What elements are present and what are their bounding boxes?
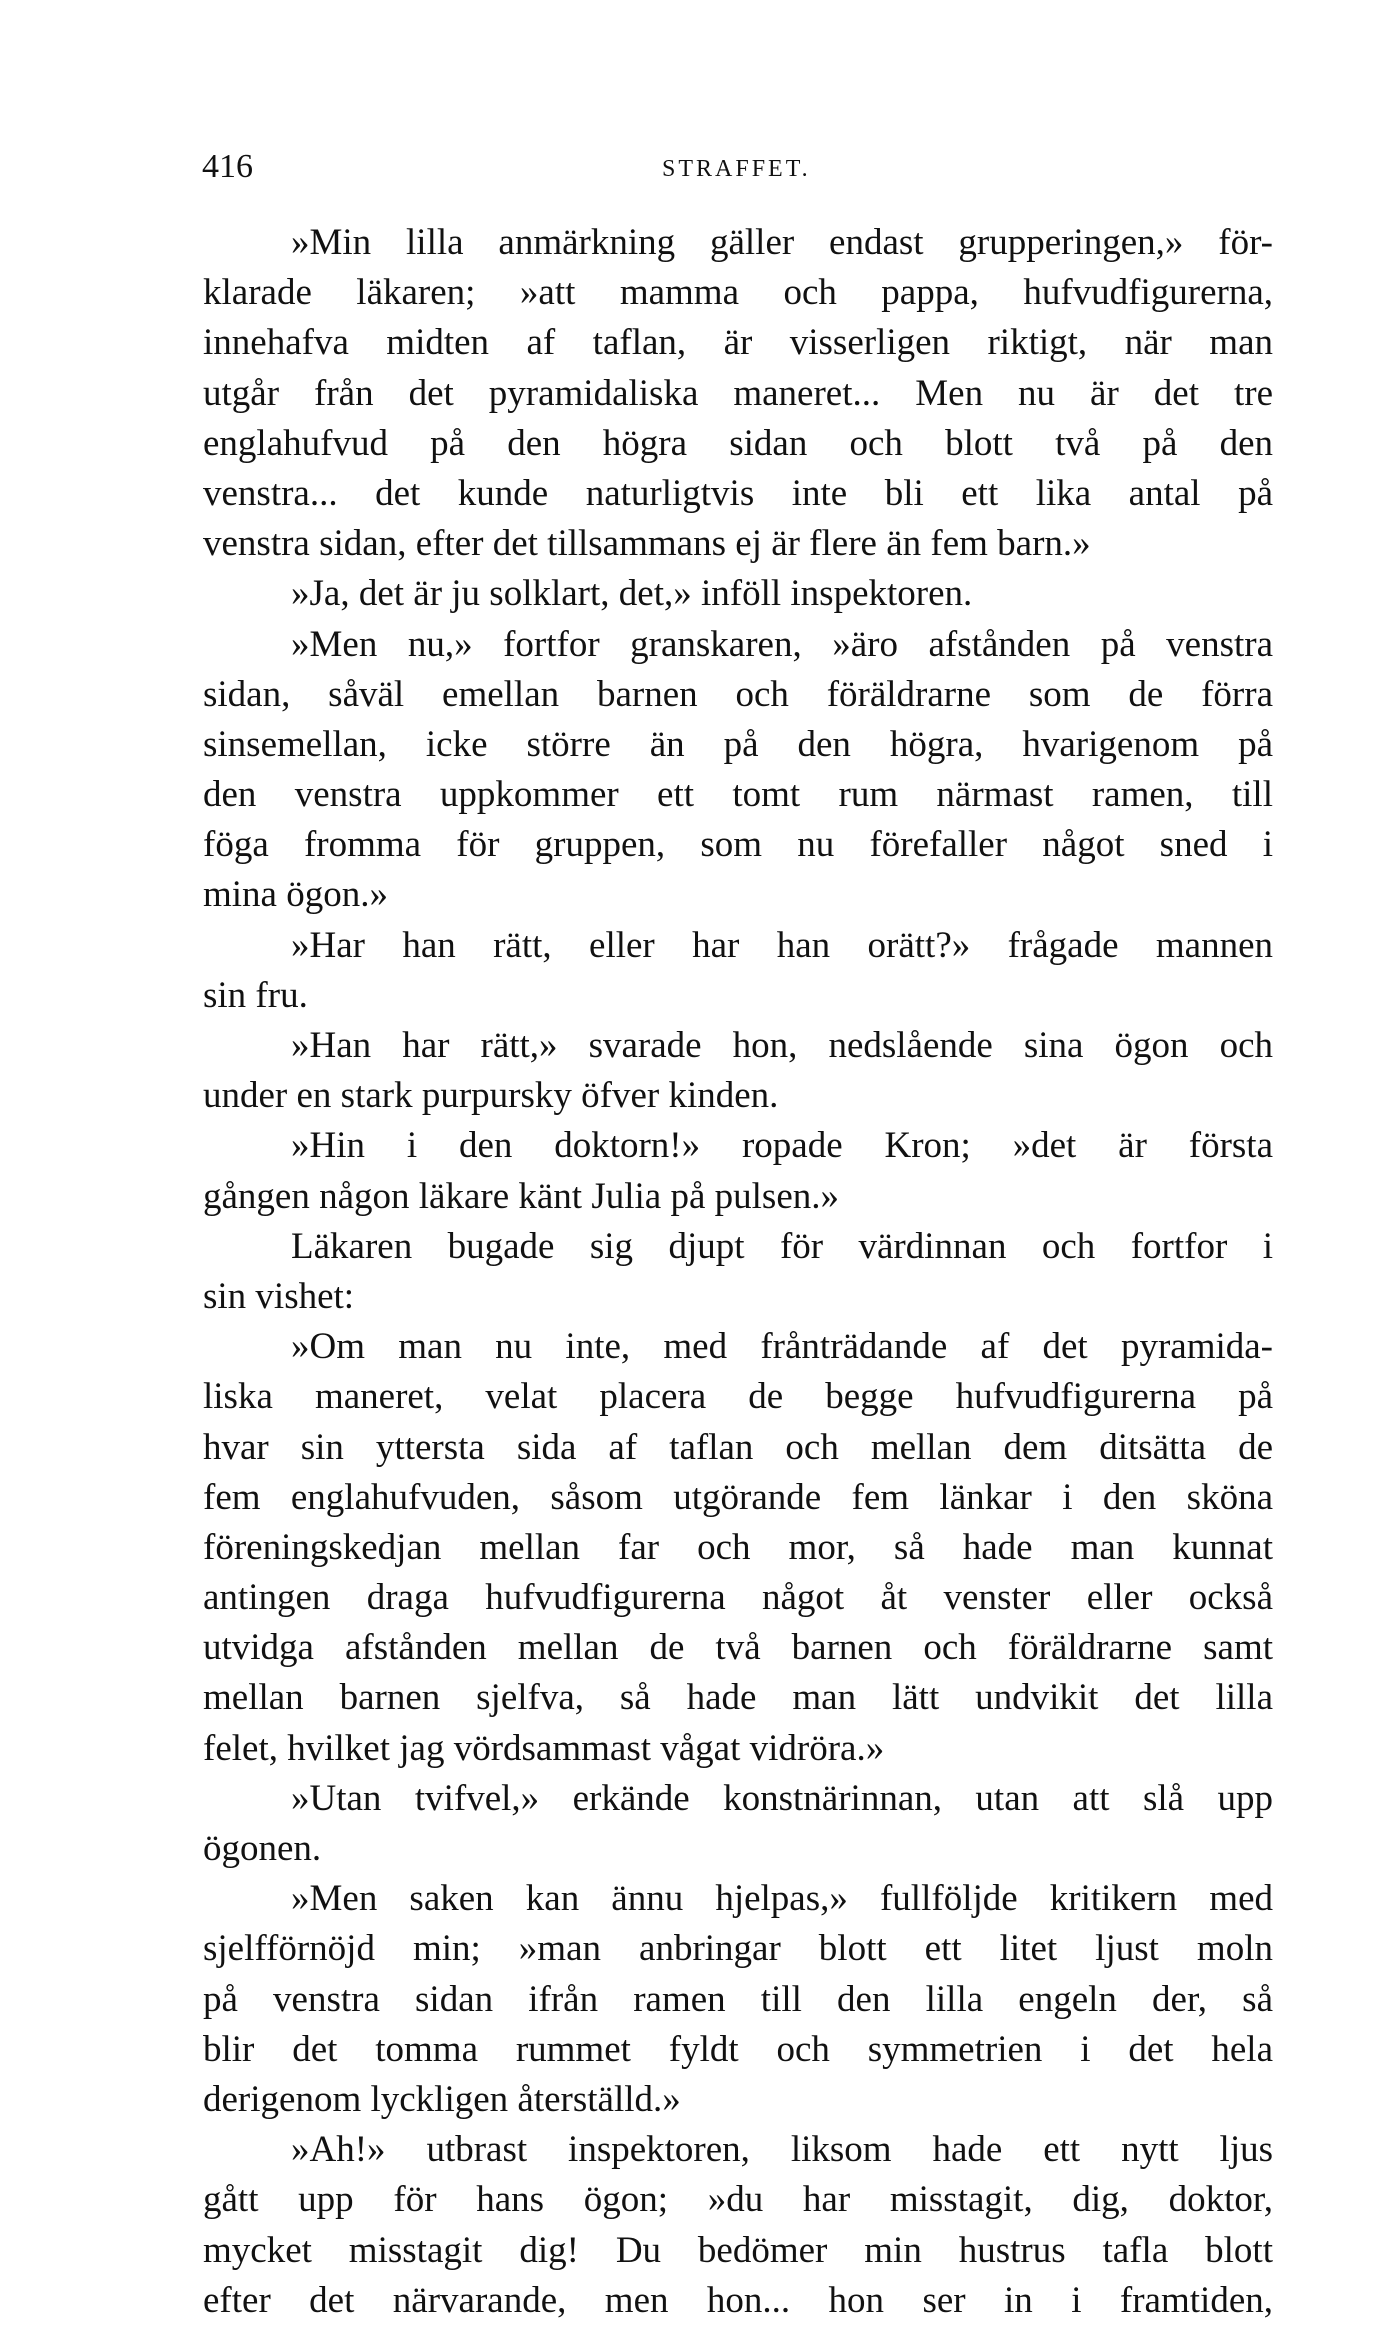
text-line: mellan barnen sjelfva, så hade man lätt undvikit det lilla [203, 1677, 1273, 1719]
page-header [202, 148, 1272, 198]
text-line: sin vishet: [203, 1275, 355, 1317]
text-line: utvidga afstånden mellan de två barnen och föräldrarne samt [203, 1627, 1273, 1669]
running-head: STRAFFET. [662, 156, 811, 182]
text-line: under en stark purpursky öfver kinden. [203, 1075, 779, 1117]
text-line: englahufvud på den högra sidan och blott två på den [203, 422, 1273, 464]
text-line: »Han har rätt,» svarade hon, nedslående sina ögon och [291, 1025, 1273, 1066]
text-line: »Min lilla anmärkning gäller endast grupperingen,» för- [291, 222, 1273, 263]
text-line: mycket misstagit dig! Du bedömer min hustrus tafla blott [203, 2229, 1273, 2271]
text-line: fem englahufvuden, såsom utgörande fem länkar i den sköna [203, 1476, 1273, 1518]
text-line: sinsemellan, icke större än på den högra, hvarigenom på [203, 723, 1273, 765]
text-line: ögonen. [203, 1828, 322, 1869]
text-line: »Ah!» utbrast inspektoren, liksom hade ett nytt ljus [291, 2129, 1273, 2171]
text-line: »Ja, det är ju solklart, det,» inföll inspektoren. [291, 573, 973, 615]
text-line: venstra sidan, efter det tillsammans ej är flere än fem barn.» [203, 523, 1091, 565]
text-line: antingen draga hufvudfigurerna något åt venster eller också [203, 1577, 1273, 1619]
text-line: efter det närvarande, men hon... hon ser in i framtiden, [203, 2279, 1273, 2321]
text-line: innehafva midten af taflan, är visserligen riktigt, när man [203, 322, 1273, 364]
text-line: sin fru. [203, 974, 308, 1016]
text-line: sjelfförnöjd min; »man anbringar blott ett litet ljust moln [203, 1928, 1273, 1970]
text-line: gången någon läkare känt Julia på pulsen.» [203, 1175, 839, 1217]
text-line: »Men nu,» fortfor granskaren, »äro afstånden på venstra [291, 623, 1273, 665]
text-line: »Hin i den doktorn!» ropade Kron; »det är första [291, 1125, 1273, 1167]
text-line: den venstra uppkommer ett tomt rum närmast ramen, till [203, 774, 1273, 816]
text-line: på venstra sidan ifrån ramen till den lilla engeln der, så [203, 1978, 1273, 2020]
text-line: felet, hvilket jag vördsammast vågat vidröra.» [203, 1727, 885, 1769]
text-line: venstra... det kunde naturligtvis inte bli ett lika antal på [203, 472, 1273, 514]
text-line: gått upp för hans ögon; »du har misstagit, dig, doktor, [203, 2179, 1273, 2221]
text-line: »Men saken kan ännu hjelpas,» fullföljde kritikern med [291, 1878, 1273, 1920]
text-line: »Om man nu inte, med frånträdande af det pyramida- [291, 1326, 1273, 1368]
text-line: Läkaren bugade sig djupt för värdinnan och fortfor i [291, 1225, 1273, 1267]
text-line: »Har han rätt, eller har han orätt?» frågade mannen [291, 924, 1273, 966]
text-line: klarade läkaren; »att mamma och pappa, hufvudfigurerna, [203, 272, 1273, 314]
text-line: »Utan tvifvel,» erkände konstnärinnan, utan att slå upp [291, 1777, 1273, 1819]
text-line: mina ögon.» [203, 874, 388, 916]
text-line: liska maneret, velat placera de begge hufvudfigurerna på [203, 1376, 1273, 1418]
page-number: 416 [202, 148, 253, 185]
body-text [203, 218, 1273, 2326]
text-line: sidan, såväl emellan barnen och föräldrarne som de förra [203, 673, 1273, 715]
text-line: utgår från det pyramidaliska maneret... Men nu är det tre [203, 372, 1273, 414]
text-line: föga fromma för gruppen, som nu förefaller något sned i [203, 824, 1273, 866]
text-line: hvar sin yttersta sida af taflan och mellan dem ditsätta de [203, 1426, 1273, 1468]
text-line: derigenom lyckligen återställd.» [203, 2078, 681, 2120]
text-line: föreningskedjan mellan far och mor, så hade man kunnat [203, 1526, 1273, 1568]
text-line: blir det tomma rummet fyldt och symmetrien i det hela [203, 2028, 1273, 2070]
